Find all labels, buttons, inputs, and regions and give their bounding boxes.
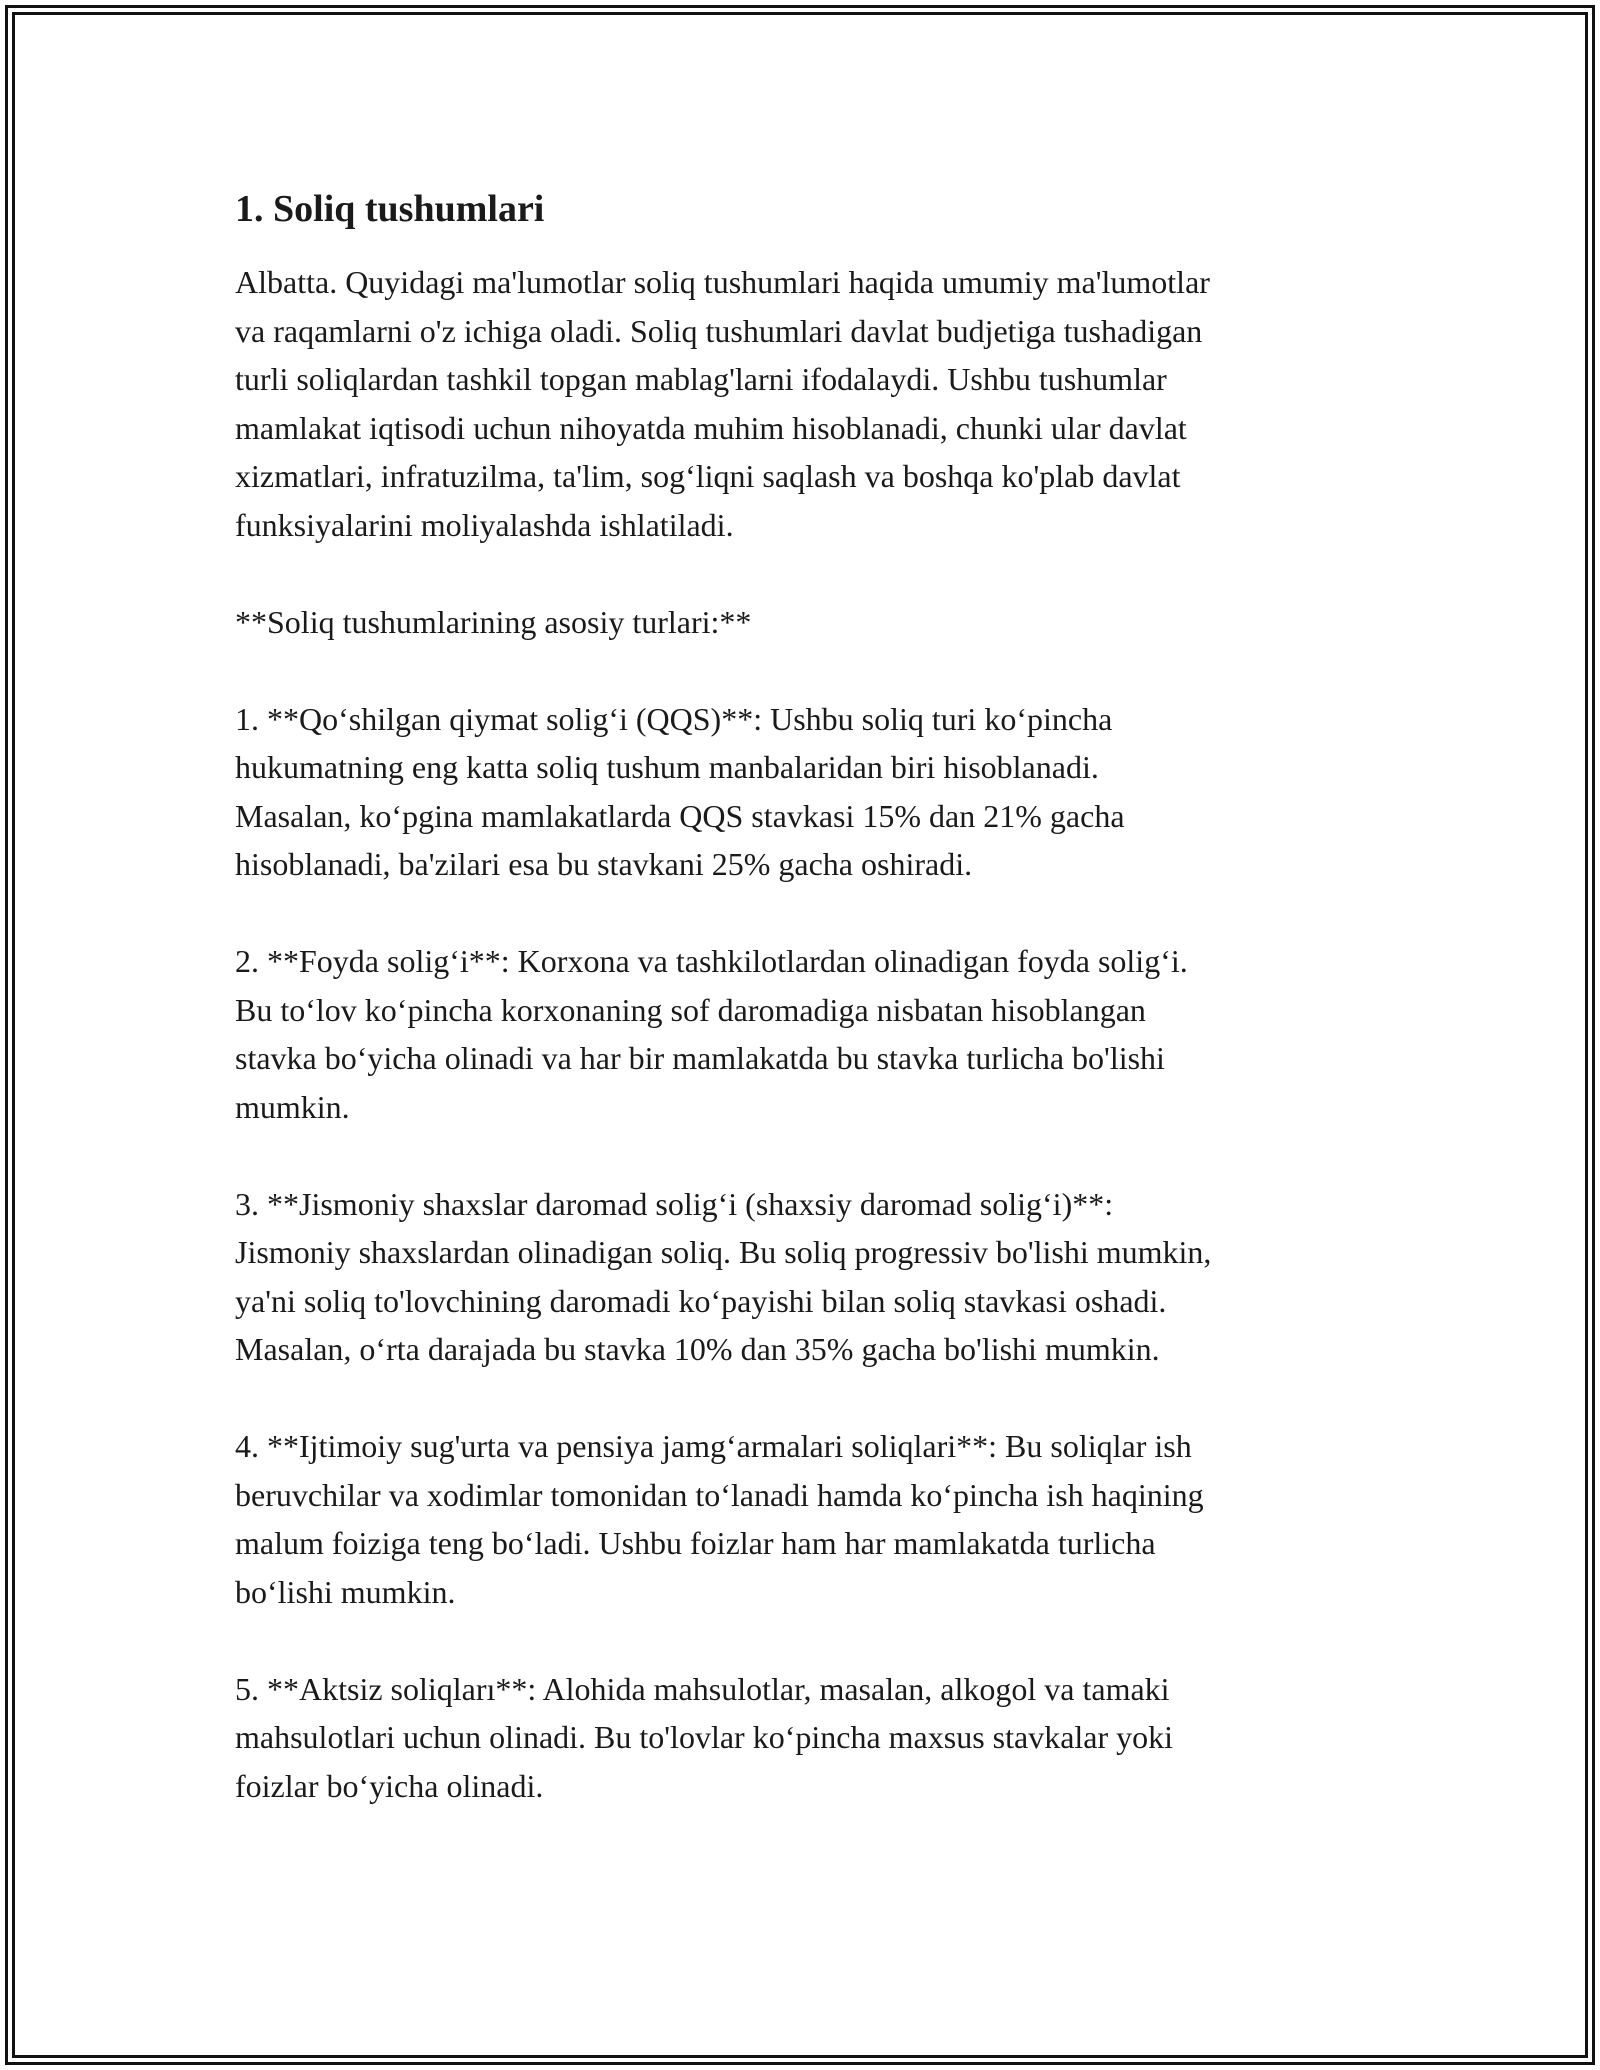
text-line: beruvchilar va xodimlar tomonidan to‘lanadi hamda ko‘pincha ish haqining [235, 1476, 1204, 1513]
list-item [235, 695, 1375, 889]
text-line: Jismoniy shaxslardan olinadigan soliq. Bu soliq progressiv bo'lishi mumkin, [235, 1234, 1212, 1270]
text-line: foizlar bo‘yicha olinadi. [235, 1767, 544, 1804]
text-line: mamlakat iqtisodi uchun nihoyatda muhim hisoblanadi, chunki ular davlat [235, 409, 1187, 446]
types-heading [235, 598, 1375, 647]
text-line: mahsulotlari uchun olinadi. Bu to'lovlar ko‘pincha maxsus stavkalar yoki [235, 1719, 1174, 1755]
text-line: bo‘lishi mumkin. [235, 1573, 456, 1610]
intro-paragraph [235, 258, 1375, 549]
list-item [235, 1180, 1375, 1374]
text-line: turli soliqlardan tashkil topgan mablag'larni ifodalaydi. Ushbu tushumlar [235, 361, 1167, 397]
text-line: malum foiziga teng bo‘ladi. Ushbu foizlar ham har mamlakatda turlicha [235, 1525, 1156, 1561]
text-line: Albatta. Quyidagi ma'lumotlar soliq tushumlari haqida umumiy ma'lumotlar [235, 264, 1210, 300]
text-line: 5. **Aktsiz soliqları**: Alohida mahsulotlar, masalan, alkogol va tamaki [235, 1670, 1170, 1707]
text-line: **Soliq tushumlarining asosiy turlari:** [235, 603, 752, 640]
text-line: 1. **Qo‘shilgan qiymat solig‘i (QQS)**: Ushbu soliq turi ko‘pincha [235, 700, 1113, 737]
text-line: Masalan, ko‘pgina mamlakatlarda QQS stavkasi 15% dan 21% gacha [235, 797, 1125, 834]
text-line: 2. **Foyda solig‘i**: Korxona va tashkilotlardan olinadigan foyda solig‘i. [235, 943, 1188, 979]
document-body [235, 185, 1375, 1859]
text-line: hukumatning eng katta soliq tushum manbalaridan biri hisoblanadi. [235, 749, 1099, 785]
text-line: va raqamlarni o'z ichiga oladi. Soliq tushumlari davlat budjetiga tushadigan [235, 312, 1203, 349]
text-line: mumkin. [235, 1088, 350, 1125]
list-item [235, 1422, 1375, 1616]
text-line: hisoblanadi, ba'zilari esa bu stavkani 25% gacha oshiradi. [235, 846, 973, 882]
text-line: Bu to‘lov ko‘pincha korxonaning sof daromadiga nisbatan hisoblangan [235, 991, 1146, 1028]
text-line: xizmatlari, infratuzilma, ta'lim, sog‘liqni saqlash va boshqa ko'plab davlat [235, 458, 1181, 494]
text-line: Masalan, o‘rta darajada bu stavka 10% dan 35% gacha bo'lishi mumkin. [235, 1331, 1160, 1367]
text-line: funksiyalarini moliyalashda ishlatiladi. [235, 506, 734, 543]
list-item [235, 1665, 1375, 1811]
section-heading: 1. Soliq tushumlari [235, 188, 545, 230]
text-line: ya'ni soliq to'lovchining daromadi ko‘payishi bilan soliq stavkasi oshadi. [235, 1282, 1167, 1319]
text-line: 4. **Ijtimoiy sug'urta va pensiya jamg‘armalari soliqlari**: Bu soliqlar ish [235, 1428, 1192, 1464]
text-line: 3. **Jismoniy shaxslar daromad solig‘i (shaxsiy daromad solig‘i)**: [235, 1185, 1114, 1222]
text-line: stavka bo‘yicha olinadi va har bir mamlakatda bu stavka turlicha bo'lishi [235, 1040, 1165, 1076]
list-item [235, 937, 1375, 1131]
